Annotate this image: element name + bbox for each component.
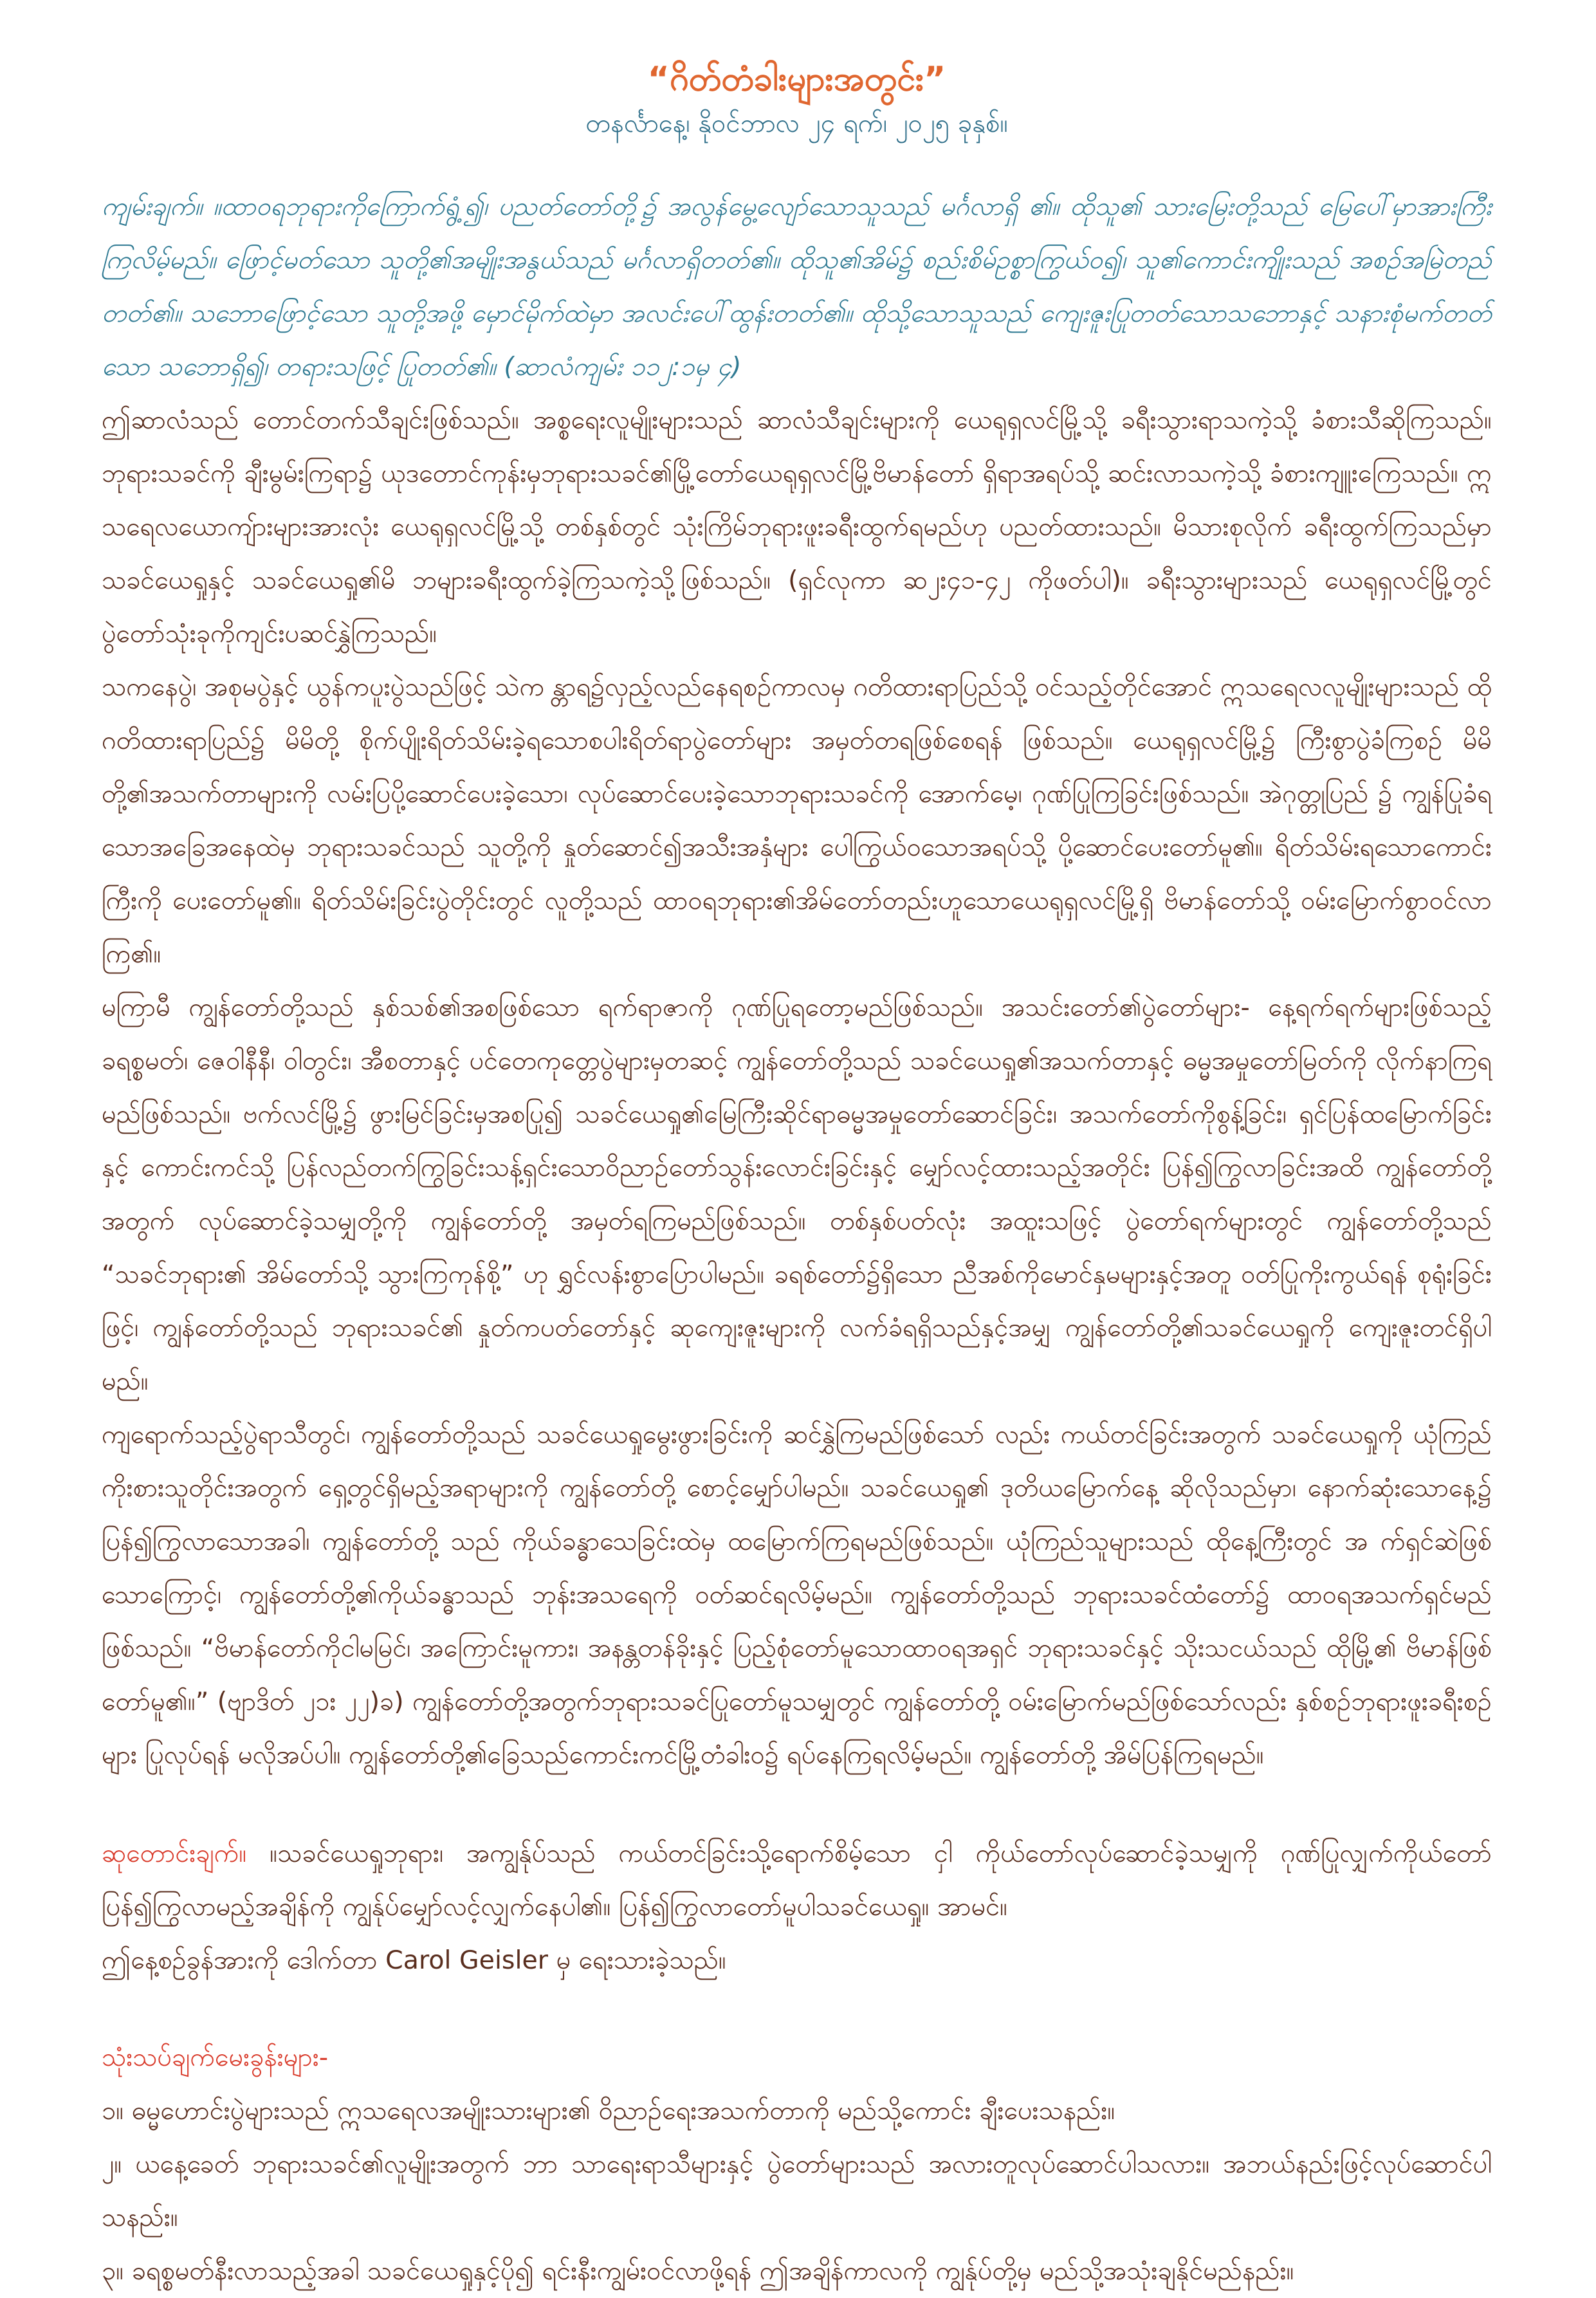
question-item-3: ၃။ ခရစ္စမတ်နီးလာသည့်အခါ သခင်ယေရှုနှင့်ပို၍ ရင်းနီးကျွမ်းဝင်လာဖို့ရန် ဤအချိန်ကာလကို ကျွန်ုပ်တို့မှ မည်သို့အသုံးချနိုင်မည်နည်း။	[102, 2256, 1294, 2286]
question-item-2: ၂။ ယနေ့ခေတ် ဘုရားသခင်၏လူမျိုးအတွက် ဘာ သာရေးရာသီများနှင့် ပွဲတော်များသည် အလားတူလုပ်ဆောင်ပါသလား။ အဘယ်နည်းဖြင့်လုပ်ဆောင်ပါသနည်း။	[102, 2149, 1492, 2232]
question-item-1: ၁။ ဓမ္မဟောင်းပွဲများသည် ဣသရေလအမျိုးသားများ၏ ဝိညာဉ်ရေးအသက်တာကို မည်သို့ကောင်း ချီးပေးသနည်း။	[102, 2096, 1115, 2126]
body-paragraph-3: မကြာမီ ကျွန်တော်တို့သည် နှစ်သစ်၏အစဖြစ်သော ရက်ရာဇာကို ဂုဏ်ပြုရတော့မည်ဖြစ်သည်။ အသင်းတော်၏ပွဲတော်များ- နေ့ရက်ရက်များဖြစ်သည့် ခရစ္စမတ်၊ ဇေဝါနီနီ၊ ဝါတွင်း၊ အီစတာနှင့် ပင်တေကုတ္တေပွဲများမှတဆင့် ကျွန်တော်တို့သည် သခင်ယေရှု၏အသက်တာနှင့် ဓမ္မအမှုတော်မြတ်ကို လိုက်နာကြရမည်ဖြစ်သည်။ ဗက်လင်မြို့၌ ဖွားမြင်ခြင်းမှအစပြု၍ သခင်ယေရှု၏မြေကြီးဆိုင်ရာဓမ္မအမှုတော်ဆောင်ခြင်း၊ အသက်တော်ကိုစွန့်ခြင်း၊ ရှင်ပြန်ထမြောက်ခြင်းနှင့် ကောင်းကင်သို့ ပြန်လည်တက်ကြွခြင်းသန့်ရှင်းသောဝိညာဉ်တော်သွန်းလောင်းခြင်းနှင့် မျှော်လင့်ထားသည့်အတိုင်း ပြန်၍ကြွလာခြင်းအထိ ကျွန်တော်တို့အတွက် လုပ်ဆောင်ခဲ့သမျှတို့ကို ကျွန်တော်တို့ အမှတ်ရကြမည်ဖြစ်သည်။ တစ်နှစ်ပတ်လုံး အထူးသဖြင့် ပွဲတော်ရက်များတွင် ကျွန်တော်တို့သည် “သခင်ဘုရား၏ အိမ်တော်သို့ သွားကြကုန်စို့” ဟု ရွှင်လန်းစွာပြောပါမည်။ ခရစ်တော်၌ရှိသော ညီအစ်ကိုမောင်နှမများနှင့်အတူ ဝတ်ပြုကိုးကွယ်ရန် စုရုံးခြင်းဖြင့်၊ ကျွန်တော်တို့သည် ဘုရားသခင်၏ နှုတ်ကပတ်တော်နှင့် ဆုကျေးဇူးများကို လက်ခံရရှိသည်နှင့်အမျှ ကျွန်တော်တို့၏သခင်ယေရှုကို ကျေးဇူးတင်ရှိပါမည်။	[102, 993, 1492, 1396]
scripture-verse: ကျမ်းချက်။ ။ထာဝရဘုရားကိုကြောက်ရွံ့၍၊ ပညတ်တော်တို့၌ အလွန်မွေ့လျော်သောသူသည် မင်္ဂလာရှိ ၏။ ထိုသူ၏ သားမြေးတို့သည် မြေပေါ်မှာအားကြီးကြလိမ့်မည်။ ဖြောင့်မတ်သော သူတို့၏အမျိုးအနွယ်သည် မင်္ဂလာရှိတတ်၏။ ထိုသူ၏အိမ်၌ စည်းစိမ်ဥစ္စာကြွယ်ဝ၍၊ သူ၏ကောင်းကျိုးသည် အစဉ်အမြဲတည်တတ်၏။ သဘောဖြောင့်သော သူတို့အဖို့ မှောင်မိုက်ထဲမှာ အလင်းပေါ်ထွန်းတတ်၏။ ထိုသို့သောသူသည် ကျေးဇူးပြုတတ်သောသဘောနှင့် သနားစုံမက်တတ်သော သဘောရှိ၍၊ တရားသဖြင့် ပြုတတ်၏။ (ဆာလံကျမ်း ၁၁၂:၁မှ ၄)	[102, 192, 1492, 381]
page-title: “ဂိတ်တံခါးများအတွင်း”	[647, 60, 946, 98]
prayer-text: ။သခင်ယေရှုဘုရား၊ အကျွန်ုပ်သည် ကယ်တင်ခြင်းသို့ရောက်စိမ့်သော ငှါ ကိုယ်တော်လုပ်ဆောင်ခဲ့သမျှကို ဂုဏ်ပြုလျှက်ကိုယ်တော်ပြန်၍ကြွလာမည့်အချိန်ကို ကျွန်ုပ်မျှော်လင့်လျှက်နေပါ၏။ ပြန်၍ကြွလာတော်မူပါသခင်ယေရှု။ အာမင်။	[102, 1839, 1492, 1922]
date-line: တနင်္လာနေ့၊ နိုဝင်ဘာလ ၂၄ ရက်၊ ၂၀၂၅ ခုနှစ်။	[585, 109, 1008, 138]
body-paragraph-4: ကျရောက်သည့်ပွဲရာသီတွင်၊ ကျွန်တော်တို့သည် သခင်ယေရှုမွေးဖွားခြင်းကို ဆင်နွှဲကြမည်ဖြစ်သော် လည်း ကယ်တင်ခြင်းအတွက် သခင်ယေရှုကို ယုံကြည်ကိုးစားသူတိုင်းအတွက် ရှေ့တွင်ရှိမည့်အရာများကို ကျွန်တော်တို့ စောင့်မျှော်ပါမည်။ သခင်ယေရှု၏ ဒုတိယမြောက်နေ့ ဆိုလိုသည်မှာ၊ နောက်ဆုံးသောနေ့၌ ပြန်၍ကြွလာသောအခါ၊ ကျွန်တော်တို့ သည် ကိုယ်ခန္ဓာသေခြင်းထဲမှ ထမြောက်ကြရမည်ဖြစ်သည်။ ယုံကြည်သူများသည် ထိုနေ့ကြီးတွင် အ က်ရှင်ဆဲဖြစ်သောကြောင့်၊ ကျွန်တော်တို့၏ကိုယ်ခန္ဓာသည် ဘုန်းအသရေကို ဝတ်ဆင်ရလိမ့်မည်။ ကျွန်တော်တို့သည် ဘုရားသခင်ထံတော်၌ ထာဝရအသက်ရှင်မည်ဖြစ်သည်။ “ဗိမာန်တော်ကိုငါမမြင်၊ အကြောင်းမူကား၊ အနန္တတန်ခိုးနှင့် ပြည့်စုံတော်မူသောထာဝရအရှင် ဘုရားသခင်နှင့် သိုးသငယ်သည် ထိုမြို့၏ ဗိမာန်ဖြစ်တော်မူ၏။” (ဗျာဒိတ် ၂၁း ၂၂)ခ) ကျွန်တော်တို့အတွက်ဘုရားသခင်ပြုတော်မူသမျှတွင် ကျွန်တော်တို့ ဝမ်းမြောက်မည်ဖြစ်သော်လည်း နှစ်စဉ်ဘုရားဖူးခရီးစဉ်များ ပြုလုပ်ရန် မလိုအပ်ပါ။ ကျွန်တော်တို့၏ခြေသည်ကောင်းကင်မြို့တံခါးဝ၌ ရပ်နေကြရလိမ့်မည်။ ကျွန်တော်တို့ အိမ်ပြန်ကြရမည်။	[102, 1420, 1492, 1770]
prayer-block	[102, 1827, 1492, 1934]
questions-heading: သုံးသပ်ချက်မေးခွန်းများ-	[102, 2043, 329, 2072]
body-paragraph-2: သကနေပွဲ၊ အစုမပွဲနှင့် ယွန်ကပူးပွဲသည်ဖြင့် သဲက န္တာရ၌လှည့်လည်နေရစဉ်ကာလမှ ဂတိထားရာပြည်သို့ ဝင်သည့်တိုင်အောင် ဣသရေလလူမျိုးများသည် ထိုဂတိထားရာပြည်၌ မိမိတို့ စိုက်ပျိုးရိတ်သိမ်းခဲ့ရသောစပါးရိတ်ရာပွဲတော်များ အမှတ်တရဖြစ်စေရန် ဖြစ်သည်။ ယေရုရှလင်မြို့၌ ကြီးစွာပွဲခံကြစဉ် မိမိတို့၏အသက်တာများကို လမ်းပြပို့ဆောင်ပေးခဲ့သော၊ လုပ်ဆောင်ပေးခဲ့သောဘုရားသခင်ကို အောက်မေ့၊ ဂုဏ်ပြုကြခြင်းဖြစ်သည်။ အဲဂုတ္တုပြည် ၌ ကျွန်ပြုခံရသောအခြေအနေထဲမှ ဘုရားသခင်သည် သူတို့ကို နှုတ်ဆောင်၍အသီးအနှံများ ပေါကြွယ်ဝသောအရပ်သို့ ပို့ဆောင်ပေးတော်မူ၏။ ရိတ်သိမ်းရသောကောင်းကြီးကို ပေးတော်မူ၏။ ရိတ်သိမ်းခြင်းပွဲတိုင်းတွင် လူတို့သည် ထာဝရဘုရား၏အိမ်တော်တည်းဟူသောယေရုရှလင်မြို့ရှိ ဗိမာန်တော်သို့ ဝမ်းမြောက်စွာဝင်လာကြ၏။	[102, 672, 1492, 969]
body-paragraph-1: ဤဆာလံသည် တောင်တက်သီချင်းဖြစ်သည်။ အစ္စရေးလူမျိုးများသည် ဆာလံသီချင်းများကို ယေရုရှလင်မြို့သို့ ခရီးသွားရာသကဲ့သို့ ခံစားသီဆိုကြသည်။ ဘုရားသခင်ကို ချီးမွမ်းကြရာ၌ ယုဒတောင်ကုန်းမှဘုရားသခင်၏မြို့တော်ယေရုရှလင်မြို့ဗိမာန်တော် ရှိရာအရပ်သို့ ဆင်းလာသကဲ့သို့ ခံစားကျူးကြေသည်။ ဣသရေလယောကျ်ားများအားလုံး ယေရုရှလင်မြို့သို့ တစ်နှစ်တွင် သုံးကြိမ်ဘုရားဖူးခရီးထွက်ရမည်ဟု ပညတ်ထားသည်။ မိသားစုလိုက် ခရီးထွက်ကြသည်မှာ သခင်ယေရှုနှင့် သခင်ယေရှု၏မိ ဘများခရီးထွက်ခဲ့ကြသကဲ့သို့ဖြစ်သည်။ (ရှင်လုကာ ဆ၂း၄၁-၄၂ ကိုဖတ်ပါ)။ ခရီးသွားများသည် ယေရုရှလင်မြို့တွင် ပွဲတော်သုံးခုကိုကျင်းပဆင်နွှဲကြသည်။	[102, 405, 1492, 648]
prayer-label: ဆုတောင်းချက်။	[102, 1839, 247, 1868]
author-credit: ဤနေ့စဉ်ခွန်အားကို ဒေါက်တာ Carol Geisler မှ ရေးသားခဲ့သည်။	[102, 1945, 726, 1975]
